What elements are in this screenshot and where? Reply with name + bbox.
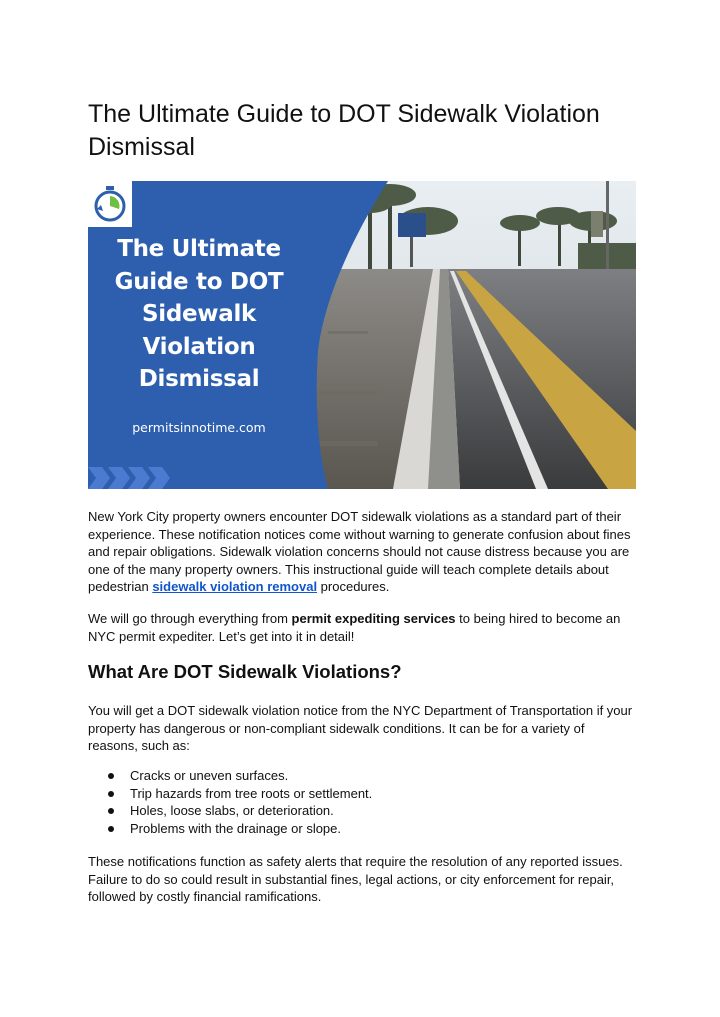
services-text-end: to being hired to become an NYC permit expediter. Let’s get into it in detail!: [88, 611, 621, 644]
permit-expediting-bold: permit expediting services: [291, 611, 456, 626]
intro-paragraph: [88, 508, 636, 596]
bullet-icon: [108, 826, 114, 832]
bullet-icon: [108, 791, 114, 797]
intro-text: New York City property owners encounter DOT sidewalk violations as a standard part of their experience. These notification notices come without warning to generate confusion about fines and repair obligations. Sidewalk violation concerns should not cause distress because you are one of the many property owners. This instructional guide will teach complete details about pedestrian: [88, 509, 631, 595]
hero-title-line: The Ultimate: [117, 236, 281, 262]
list-item-text: Problems with the drainage or slope.: [130, 820, 342, 836]
bullet-icon: [108, 773, 114, 779]
list-item-text: Trip hazards from tree roots or settlement.: [130, 785, 373, 801]
list-item: [88, 802, 372, 820]
section-heading: What Are DOT Sidewalk Violations?: [88, 661, 402, 682]
hero-website-url: permitsinnotime.com: [132, 420, 266, 435]
hero-title-line: Sidewalk: [141, 301, 257, 327]
hero-title: [88, 233, 310, 396]
hero-title-line: Violation: [142, 333, 256, 360]
intro-text-end: procedures.: [317, 579, 390, 595]
list-item: [88, 767, 372, 785]
violation-reasons-list: [88, 767, 372, 837]
services-text: We will go through everything from: [88, 611, 292, 626]
section-paragraph: You will get a DOT sidewalk violation notice from the NYC Department of Transportation if your property has dangerous or non-compliant sidewalk conditions. It can be for a variety of reasons, such as:: [88, 703, 633, 754]
bullet-icon: [108, 808, 114, 814]
list-item-text: Cracks or uneven surfaces.: [130, 768, 289, 783]
services-paragraph: [88, 610, 636, 645]
hero-banner-image: [88, 181, 636, 489]
list-item: [88, 820, 372, 838]
hero-title-line: Dismissal: [138, 366, 260, 392]
closing-paragraph: These notifications function as safety alerts that require the resolution of any reported issues. Failure to do so could result in substantial fines, legal actions, or city enforcement for repair, followed by costly financial ramifications.: [88, 854, 623, 905]
hero-title-line: Guide to DOT: [114, 268, 284, 295]
stopwatch-icon: [92, 185, 128, 223]
list-item-text: Holes, loose slabs, or deterioration.: [130, 803, 334, 819]
document-title: The Ultimate Guide to DOT Sidewalk Violation Dismissal: [88, 100, 600, 161]
sidewalk-violation-removal-link[interactable]: sidewalk violation removal: [152, 579, 318, 595]
list-item: [88, 785, 372, 803]
